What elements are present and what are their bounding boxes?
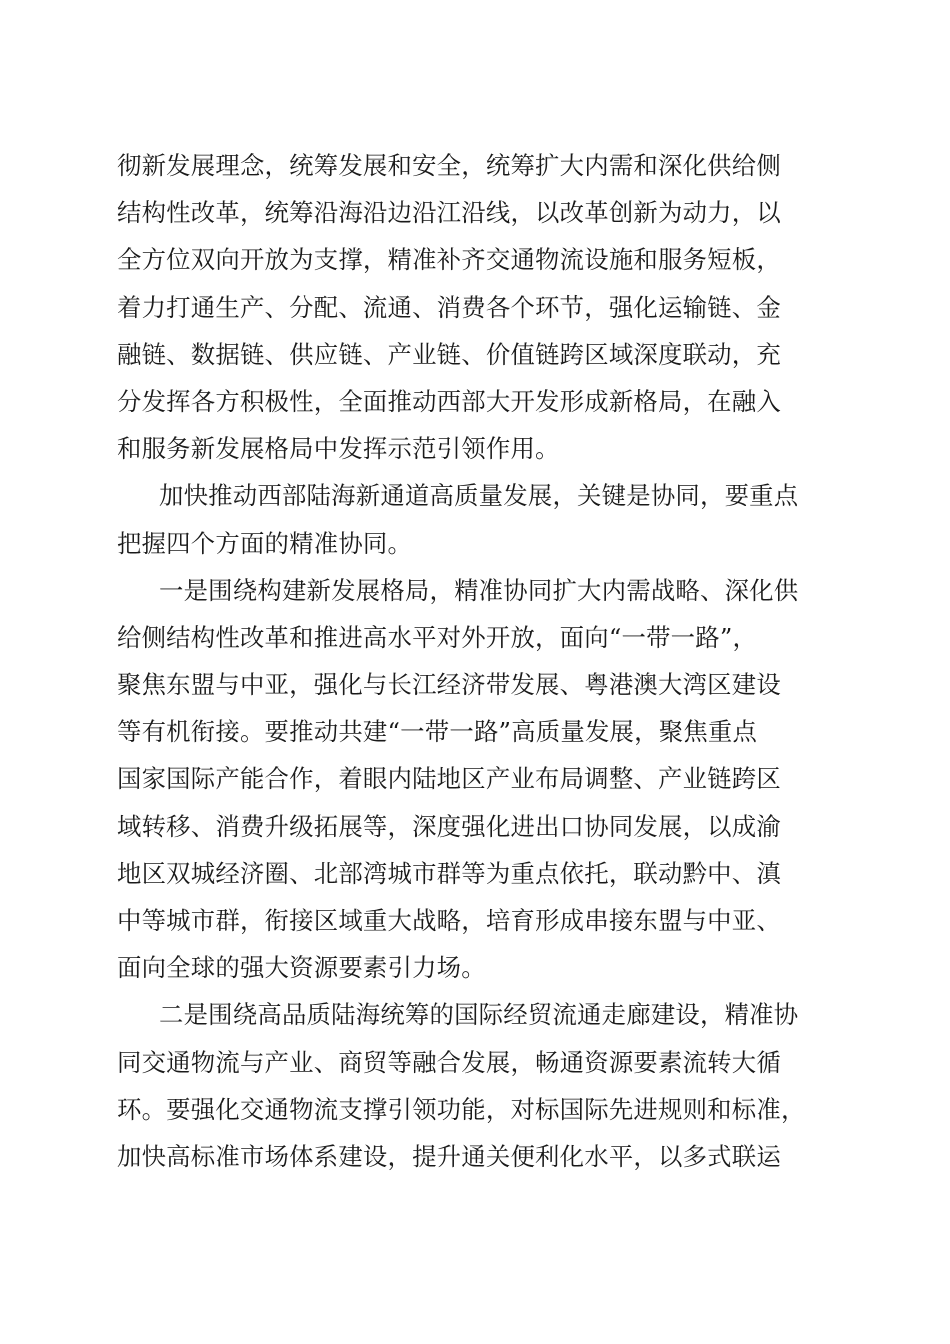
body-text [117,142,837,1180]
text-line: 分发挥各方积极性，全面推动西部大开发形成新格局，在融入 [117,386,781,416]
text-line: 二是围绕高品质陆海统筹的国际经贸流通走廊建设，精准协 [159,1000,799,1030]
text-line: 聚焦东盟与中亚，强化与长江经济带发展、粤港澳大湾区建设 [117,670,781,700]
text-line: 融链、数据链、供应链、产业链、价值链跨区域深度联动，充 [117,339,781,369]
text-line: 面向全球的强大资源要素引力场。 [117,953,486,983]
text-line: 彻新发展理念，统筹发展和安全，统筹扩大内需和深化供给侧 [117,151,781,180]
text-line: 国家国际产能合作，着眼内陆地区产业布局调整、产业链跨区 [117,764,781,794]
text-line: 着力打通生产、分配、流通、消费各个环节，强化运输链、金 [117,292,781,322]
text-line: 中等城市群，衔接区域重大战略，培育形成串接东盟与中亚、 [117,906,781,935]
text-line: 加快高标准市场体系建设，提升通关便利化水平，以多式联运 [117,1141,781,1171]
text-line: 域转移、消费升级拓展等，深度强化进出口协同发展，以成渝 [117,811,781,841]
text-line: 加快推动西部陆海新通道高质量发展，关键是协同，要重点 [159,481,799,511]
text-line: 环。要强化交通物流支撑引领功能，对标国际先进规则和标准， [117,1094,806,1124]
text-line: 给侧结构性改革和推进高水平对外开放，面向“一带一路”， [117,622,758,652]
text-line: 地区双城经济圈、北部湾城市群等为重点依托，联动黔中、滇 [117,858,781,888]
text-line: 全方位双向开放为支撑，精准补齐交通物流设施和服务短板， [117,245,781,275]
text-line: 一是围绕构建新发展格局，精准协同扩大内需战略、深化供 [159,575,799,605]
text-line: 结构性改革，统筹沿海沿边沿江沿线，以改革创新为动力，以 [117,198,781,228]
text-line: 和服务新发展格局中发挥示范引领作用。 [117,434,560,464]
text-line: 等有机衔接。要推动共建“一带一路”高质量发展，聚焦重点 [117,717,758,747]
text-line: 把握四个方面的精准协同。 [117,528,413,558]
text-line: 同交通物流与产业、商贸等融合发展，畅通资源要素流转大循 [117,1047,781,1077]
